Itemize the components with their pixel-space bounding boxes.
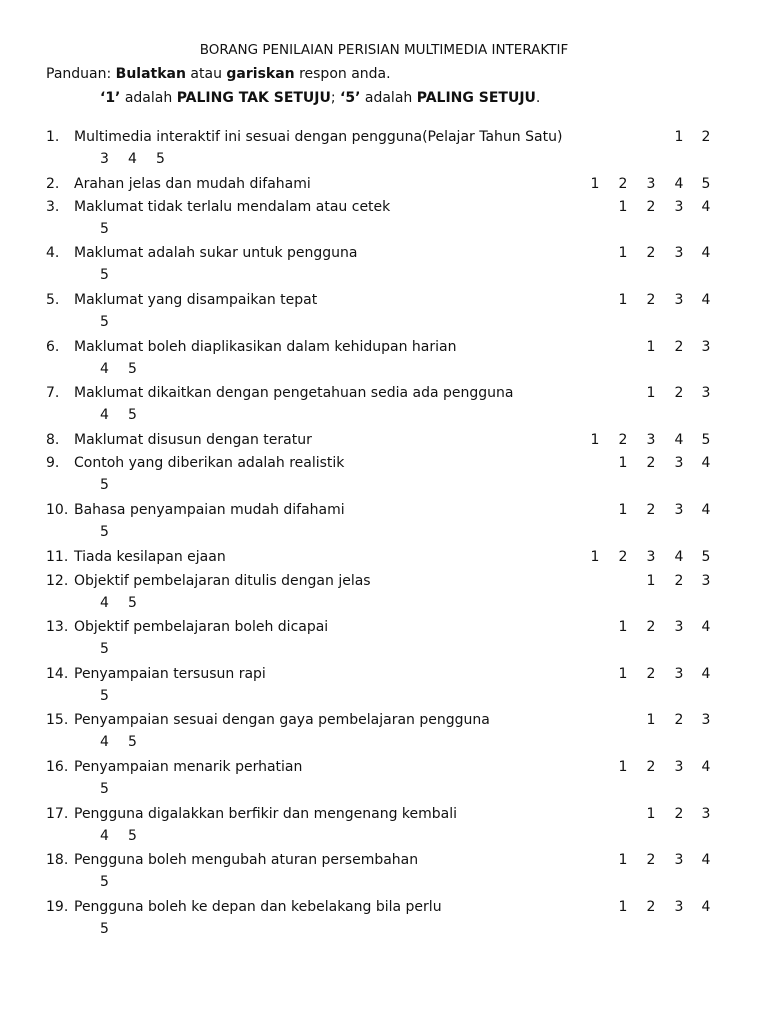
question-number: 18. — [46, 852, 69, 868]
form-title: BORANG PENILAIAN PERISIAN MULTIMEDIA INTERAKTIF — [199, 42, 569, 58]
question-number: 13. — [46, 619, 69, 635]
rating-option[interactable]: 1 — [646, 806, 656, 822]
rating-option[interactable]: 5 — [100, 921, 109, 937]
question-text: Bahasa penyampaian mudah difahami — [74, 502, 345, 518]
rating-option[interactable]: 3 — [674, 899, 684, 915]
question-item — [0, 385, 768, 423]
rating-option[interactable]: 2 — [674, 712, 684, 728]
rating-option[interactable]: 1 — [618, 759, 628, 775]
instructions-underline: gariskan — [226, 66, 295, 82]
question-text: Multimedia interaktif ini sesuai dengan pengguna(Pelajar Tahun Satu) — [74, 129, 563, 145]
rating-option[interactable]: 1 — [646, 712, 656, 728]
rating-option[interactable]: 4 — [701, 619, 711, 635]
rating-option[interactable]: 1 — [590, 432, 600, 448]
question-number: 2. — [46, 176, 60, 192]
rating-wrap-line — [100, 267, 128, 283]
question-text: Contoh yang diberikan adalah realistik — [74, 455, 345, 471]
question-item — [0, 899, 768, 937]
question-number: 6. — [46, 339, 60, 355]
rating-option[interactable]: 5 — [100, 688, 109, 704]
question-text: Penyampaian sesuai dengan gaya pembelajaran pengguna — [74, 712, 490, 728]
rating-option[interactable]: 5 — [100, 781, 109, 797]
rating-option[interactable]: 1 — [618, 455, 628, 471]
question-item — [0, 852, 768, 890]
question-item — [0, 712, 768, 750]
rating-option[interactable]: 2 — [618, 432, 628, 448]
rating-option[interactable]: 3 — [646, 432, 656, 448]
question-text: Pengguna boleh ke depan dan kebelakang bila perlu — [74, 899, 442, 915]
question-item — [0, 666, 768, 704]
rating-wrap-line — [100, 477, 128, 493]
question-item — [0, 245, 768, 283]
rating-option[interactable]: 4 — [701, 199, 711, 215]
rating-option[interactable]: 1 — [646, 385, 656, 401]
rating-option[interactable]: 5 — [100, 477, 109, 493]
rating-option[interactable]: 1 — [590, 176, 600, 192]
rating-option[interactable]: 3 — [701, 339, 711, 355]
rating-option[interactable]: 1 — [618, 245, 628, 261]
rating-wrap-line — [100, 314, 128, 330]
rating-option[interactable]: 3 — [674, 502, 684, 518]
rating-option[interactable]: 4 — [701, 502, 711, 518]
rating-option[interactable]: 4 — [128, 151, 137, 167]
question-text: Maklumat boleh diaplikasikan dalam kehidupan harian — [74, 339, 457, 355]
rating-option[interactable]: 3 — [674, 292, 684, 308]
question-item — [0, 292, 768, 330]
rating-option[interactable]: 1 — [674, 129, 684, 145]
question-text: Pengguna digalakkan berfikir dan mengenang kembali — [74, 806, 458, 822]
rating-option[interactable]: 4 — [100, 361, 109, 377]
question-text: Tiada kesilapan ejaan — [74, 549, 226, 565]
rating-option[interactable]: 1 — [646, 573, 656, 589]
question-item — [0, 199, 768, 237]
question-item — [0, 455, 768, 493]
rating-option[interactable]: 4 — [701, 455, 711, 471]
scale-end: . — [535, 90, 541, 106]
rating-option[interactable]: 2 — [646, 899, 656, 915]
rating-option[interactable]: 4 — [701, 666, 711, 682]
rating-option[interactable]: 2 — [674, 385, 684, 401]
rating-option[interactable]: 3 — [100, 151, 109, 167]
rating-option[interactable]: 5 — [156, 151, 165, 167]
rating-wrap-line — [100, 688, 128, 704]
question-item — [0, 129, 768, 167]
rating-option[interactable]: 3 — [674, 245, 684, 261]
question-number: 10. — [46, 502, 69, 518]
rating-option[interactable]: 5 — [128, 361, 137, 377]
rating-option[interactable]: 5 — [100, 267, 109, 283]
rating-wrap-line — [100, 361, 156, 377]
rating-option[interactable]: 5 — [701, 432, 711, 448]
rating-option[interactable]: 5 — [701, 176, 711, 192]
question-item — [0, 339, 768, 377]
question-text: Maklumat tidak terlalu mendalam atau cetek — [74, 199, 391, 215]
rating-option[interactable]: 4 — [100, 734, 109, 750]
rating-option[interactable]: 5 — [128, 828, 137, 844]
question-text: Maklumat yang disampaikan tepat — [74, 292, 318, 308]
rating-option[interactable]: 1 — [618, 199, 628, 215]
rating-wrap-line — [100, 524, 128, 540]
question-number: 19. — [46, 899, 69, 915]
question-number: 17. — [46, 806, 69, 822]
scale-high-code: ‘5’ — [340, 90, 361, 106]
question-item — [0, 759, 768, 797]
rating-option[interactable]: 4 — [100, 407, 109, 423]
question-text: Maklumat dikaitkan dengan pengetahuan sedia ada pengguna — [74, 385, 514, 401]
scale-is-2: adalah — [360, 90, 417, 106]
rating-option[interactable]: 2 — [701, 129, 711, 145]
question-item — [0, 432, 768, 456]
question-number: 7. — [46, 385, 60, 401]
rating-option[interactable]: 3 — [701, 385, 711, 401]
rating-option[interactable]: 5 — [128, 734, 137, 750]
rating-option[interactable]: 4 — [674, 432, 684, 448]
rating-option[interactable]: 1 — [618, 899, 628, 915]
question-item — [0, 806, 768, 844]
question-number: 3. — [46, 199, 60, 215]
rating-option[interactable]: 4 — [701, 292, 711, 308]
rating-option[interactable]: 5 — [100, 874, 109, 890]
rating-option[interactable]: 3 — [674, 455, 684, 471]
question-number: 16. — [46, 759, 69, 775]
rating-wrap-line — [100, 921, 128, 937]
question-number: 1. — [46, 129, 60, 145]
question-text: Penyampaian menarik perhatian — [74, 759, 303, 775]
question-number: 5. — [46, 292, 60, 308]
rating-option[interactable]: 3 — [646, 549, 656, 565]
rating-option[interactable]: 1 — [618, 852, 628, 868]
question-text: Arahan jelas dan mudah difahami — [74, 176, 311, 192]
question-number: 8. — [46, 432, 60, 448]
rating-option[interactable]: 4 — [701, 245, 711, 261]
question-text: Penyampaian tersusun rapi — [74, 666, 266, 682]
rating-option[interactable]: 2 — [618, 176, 628, 192]
instructions-suffix: respon anda. — [294, 66, 391, 82]
rating-option[interactable]: 3 — [674, 759, 684, 775]
rating-option[interactable]: 2 — [646, 852, 656, 868]
question-text: Objektif pembelajaran boleh dicapai — [74, 619, 329, 635]
rating-scale-legend — [100, 90, 540, 106]
rating-option[interactable]: 4 — [701, 852, 711, 868]
question-number: 15. — [46, 712, 69, 728]
rating-option[interactable]: 2 — [646, 245, 656, 261]
scale-high-label: PALING SETUJU — [416, 90, 536, 106]
rating-option[interactable]: 3 — [674, 852, 684, 868]
scale-low-code: ‘1’ — [100, 90, 121, 106]
rating-wrap-line — [100, 641, 128, 657]
rating-option[interactable]: 3 — [701, 712, 711, 728]
question-number: 11. — [46, 549, 69, 565]
rating-option[interactable]: 1 — [618, 619, 628, 635]
rating-option[interactable]: 2 — [646, 619, 656, 635]
rating-option[interactable]: 3 — [701, 573, 711, 589]
rating-option[interactable]: 4 — [674, 549, 684, 565]
question-number: 12. — [46, 573, 69, 589]
rating-option[interactable]: 5 — [701, 549, 711, 565]
question-text: Pengguna boleh mengubah aturan persembahan — [74, 852, 419, 868]
scale-separator: ; — [330, 90, 341, 106]
rating-wrap-line — [100, 874, 128, 890]
question-item — [0, 176, 768, 200]
rating-wrap-line — [100, 828, 156, 844]
rating-option[interactable]: 3 — [674, 199, 684, 215]
instructions-circle: Bulatkan — [115, 66, 186, 82]
rating-option[interactable]: 1 — [590, 549, 600, 565]
rating-option[interactable]: 1 — [618, 292, 628, 308]
rating-option[interactable]: 4 — [100, 595, 109, 611]
scale-is-1: adalah — [120, 90, 177, 106]
rating-option[interactable]: 5 — [100, 524, 109, 540]
rating-option[interactable]: 4 — [701, 899, 711, 915]
rating-option[interactable]: 2 — [618, 549, 628, 565]
question-text: Objektif pembelajaran ditulis dengan jelas — [74, 573, 371, 589]
question-item — [0, 619, 768, 657]
rating-option[interactable]: 2 — [674, 573, 684, 589]
rating-wrap-line — [100, 781, 128, 797]
rating-option[interactable]: 5 — [100, 314, 109, 330]
rating-option[interactable]: 2 — [674, 339, 684, 355]
question-text: Maklumat adalah sukar untuk pengguna — [74, 245, 358, 261]
question-text: Maklumat disusun dengan teratur — [74, 432, 312, 448]
question-number: 14. — [46, 666, 69, 682]
rating-option[interactable]: 5 — [128, 407, 137, 423]
rating-option[interactable]: 2 — [674, 806, 684, 822]
question-item — [0, 502, 768, 540]
rating-wrap-line — [100, 151, 184, 167]
instructions — [46, 66, 391, 82]
rating-option[interactable]: 2 — [646, 199, 656, 215]
question-item — [0, 573, 768, 611]
rating-wrap-line — [100, 595, 156, 611]
rating-option[interactable]: 2 — [646, 502, 656, 518]
rating-option[interactable]: 3 — [674, 619, 684, 635]
rating-option[interactable]: 5 — [128, 595, 137, 611]
question-number: 4. — [46, 245, 60, 261]
question-number: 9. — [46, 455, 60, 471]
rating-option[interactable]: 5 — [100, 221, 109, 237]
question-item — [0, 549, 768, 573]
rating-wrap-line — [100, 221, 128, 237]
rating-option[interactable]: 4 — [674, 176, 684, 192]
scale-low-label: PALING TAK SETUJU — [176, 90, 331, 106]
rating-option[interactable]: 4 — [100, 828, 109, 844]
rating-option[interactable]: 1 — [646, 339, 656, 355]
rating-wrap-line — [100, 734, 156, 750]
rating-option[interactable]: 3 — [646, 176, 656, 192]
rating-option[interactable]: 2 — [646, 455, 656, 471]
rating-option[interactable]: 4 — [701, 759, 711, 775]
rating-option[interactable]: 3 — [701, 806, 711, 822]
rating-option[interactable]: 3 — [674, 666, 684, 682]
rating-option[interactable]: 1 — [618, 666, 628, 682]
instructions-prefix: Panduan: — [46, 66, 116, 82]
rating-option[interactable]: 2 — [646, 292, 656, 308]
rating-option[interactable]: 1 — [618, 502, 628, 518]
instructions-or: atau — [185, 66, 227, 82]
rating-option[interactable]: 5 — [100, 641, 109, 657]
rating-option[interactable]: 2 — [646, 666, 656, 682]
rating-wrap-line — [100, 407, 156, 423]
rating-option[interactable]: 2 — [646, 759, 656, 775]
